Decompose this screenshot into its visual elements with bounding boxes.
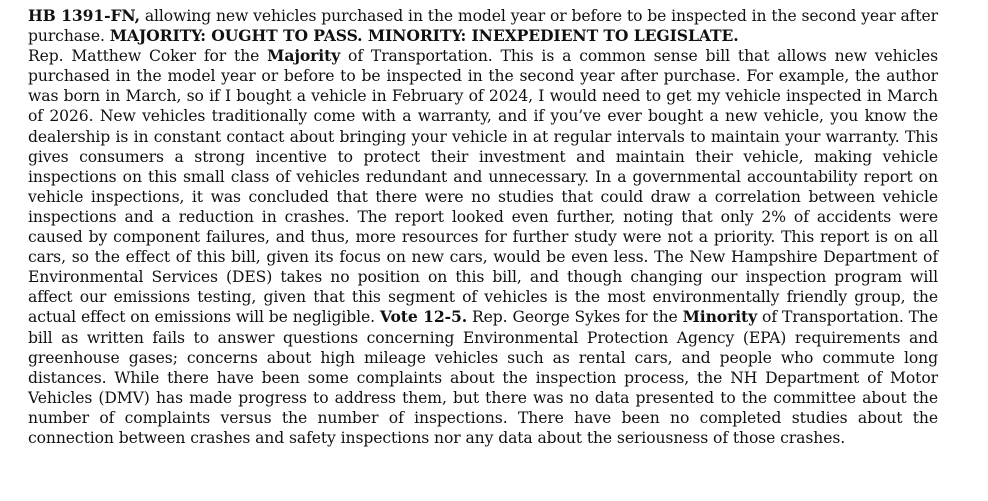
committee-recommendation: MAJORITY: OUGHT TO PASS. MINORITY: INEXPEDIENT TO LEGISLATE.	[109, 26, 739, 46]
bill-description: allowing new vehicles purchased in the model year or before to be inspected in the second year after purchase.	[28, 7, 938, 46]
minority-intro-suffix: of Transportation.	[757, 308, 909, 327]
vote-tally: Vote 12-5.	[379, 307, 468, 327]
minority-label: Minority	[682, 307, 758, 327]
majority-intro-suffix: of Transportation.	[340, 47, 501, 66]
bill-report-paragraph	[28, 6, 938, 448]
minority-report-body: The bill as written fails to answer questions concerning Environmental Protection Agency (EPA) requirements and greenhouse gases; concerns about high mileage vehicles such as rental cars, and people who commute long distances. While there have been some complaints about the inspection process, the NH Department of Motor Vehicles (DMV) has made progress to address them, but there was no data presented to the committee about the number of complaints versus the number of inspections. There have been no completed studies about the connection between crashes and safety inspections nor any data about the seriousness of those crashes.	[28, 308, 938, 447]
bill-number: HB 1391-FN,	[28, 6, 140, 25]
majority-intro-prefix: Rep. Matthew Coker for the	[28, 47, 268, 66]
majority-report-body: This is a common sense bill that allows new vehicles purchased in the model year or before to be inspected in the second year after purchase. For example, the author was born in March, so if I bought a vehicle in February of 2024, I would need to get my vehicle inspected in March of 2026. New vehicles traditionally come with a warranty, and if you’ve ever bought a new vehicle, you know the dealership is in constant contact about bringing your vehicle in at regular intervals to maintain your warranty. This gives consumers a strong incentive to protect their investment and maintain their vehicle, making vehicle inspections on this small class of vehicles redundant and unnecessary. In a governmental accountability report on vehicle inspections, it was concluded that there were no studies that could draw a correlation between vehicle inspections and a reduction in crashes. The report looked even further, noting that only 2% of accidents were caused by component failures, and thus, more resources for further study were not a priority. This report is on all cars, so the effect of this bill, given its focus on new cars, would be even less. The New Hampshire Department of Environmental Services (DES) takes no position on this bill, and though changing our inspection program will affect our emissions testing, given that this segment of vehicles is the most environmentally friendly group, the actual effect on emissions will be negligible.	[28, 47, 938, 327]
minority-intro-prefix: Rep. George Sykes for the	[467, 308, 683, 327]
majority-label: Majority	[267, 46, 341, 66]
